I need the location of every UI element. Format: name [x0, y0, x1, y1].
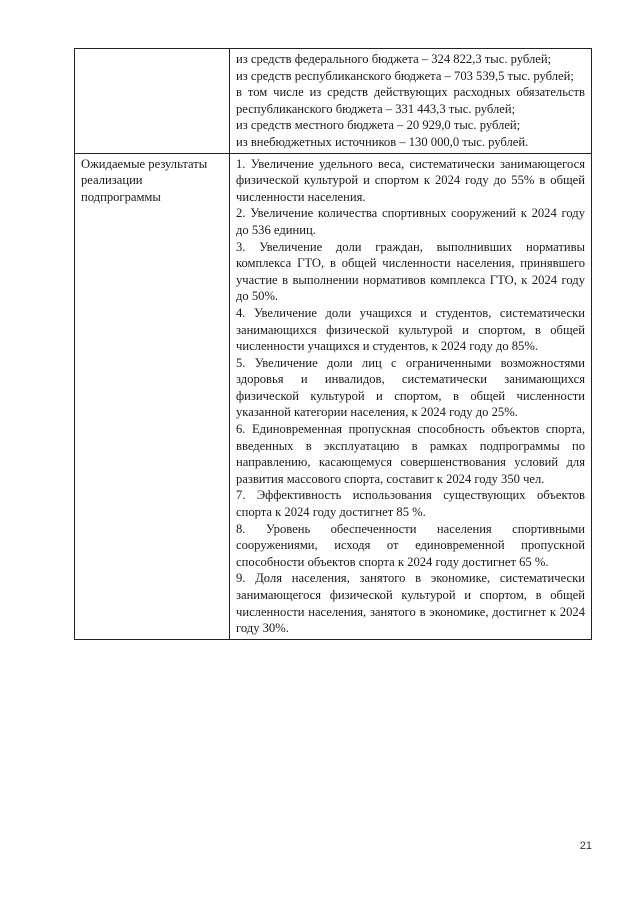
funding-line-federal: из средств федерального бюджета – 324 822,3 тыс. рублей; — [236, 52, 552, 66]
expected-results-label: Ожидаемые результаты реализации подпрограммы — [75, 153, 230, 639]
funding-line-extrabudgetary: из внебюджетных источников – 130 000,0 тыс. рублей. — [236, 134, 529, 149]
page-number: 21 — [579, 840, 592, 852]
result-item-3: 3. Увеличение доли граждан, выполнивших нормативы комплекса ГТО, в общей численности населения, принявшего участие в выполнении нормативов комплекса ГТО, к 2024 году до 50%. — [236, 239, 585, 304]
funding-content-cell — [230, 49, 592, 154]
result-item-1: 1. Увеличение удельного веса, систематически занимающегося физической культурой и спортом к 2024 году до 55% в общей численности населения. — [236, 156, 585, 204]
expected-results-row — [75, 153, 592, 639]
funding-label-cell — [75, 49, 230, 154]
program-passport-table — [74, 48, 592, 640]
result-item-7: 7. Эффективность использования существующих объектов спорта к 2024 году достигнет 85 %. — [236, 488, 585, 520]
result-item-9: 9. Доля населения, занятого в экономике, систематически занимающегося физической культурой и спортом, в общей численности населения, занятого в экономике, достигнет к 2024 году 30%. — [236, 571, 585, 636]
result-item-2: 2. Увеличение количества спортивных сооружений к 2024 году до 536 единиц. — [236, 206, 585, 237]
result-item-4: 4. Увеличение доли учащихся и студентов, систематически занимающихся физической культурой и спортом, в общей численности учащихся и студентов, к 2024 году до 85%. — [236, 305, 585, 354]
funding-line-existing-obligations: в том числе из средств действующих расходных обязательств республиканского бюджета – 331 443,3 тыс. рублей; — [236, 85, 585, 116]
funding-row — [75, 49, 592, 154]
result-item-6: 6. Единовременная пропускная способность объектов спорта, введенных в эксплуатацию в рамках подпрограммы по направлению, касающемуся совершенствования условий для развития массового спорта, составит к 2024 году 350 чел. — [236, 422, 585, 486]
funding-line-local: из средств местного бюджета – 20 929,0 тыс. рублей; — [236, 118, 521, 133]
result-item-5: 5. Увеличение доли лиц с ограниченными возможностями здоровья и инвалидов, систематически занимающихся физической культурой и спортом, в общей численности указанной категории населения, к 2024 году до 25%. — [236, 355, 585, 420]
funding-line-republic: из средств республиканского бюджета – 703 539,5 тыс. рублей; — [236, 68, 574, 83]
expected-results-content — [230, 153, 592, 639]
result-item-8: 8. Уровень обеспеченности населения спортивными сооружениями, исходя от единовременной пропускной способности объектов спорта к 2024 году достигнет 65 %. — [236, 521, 585, 569]
